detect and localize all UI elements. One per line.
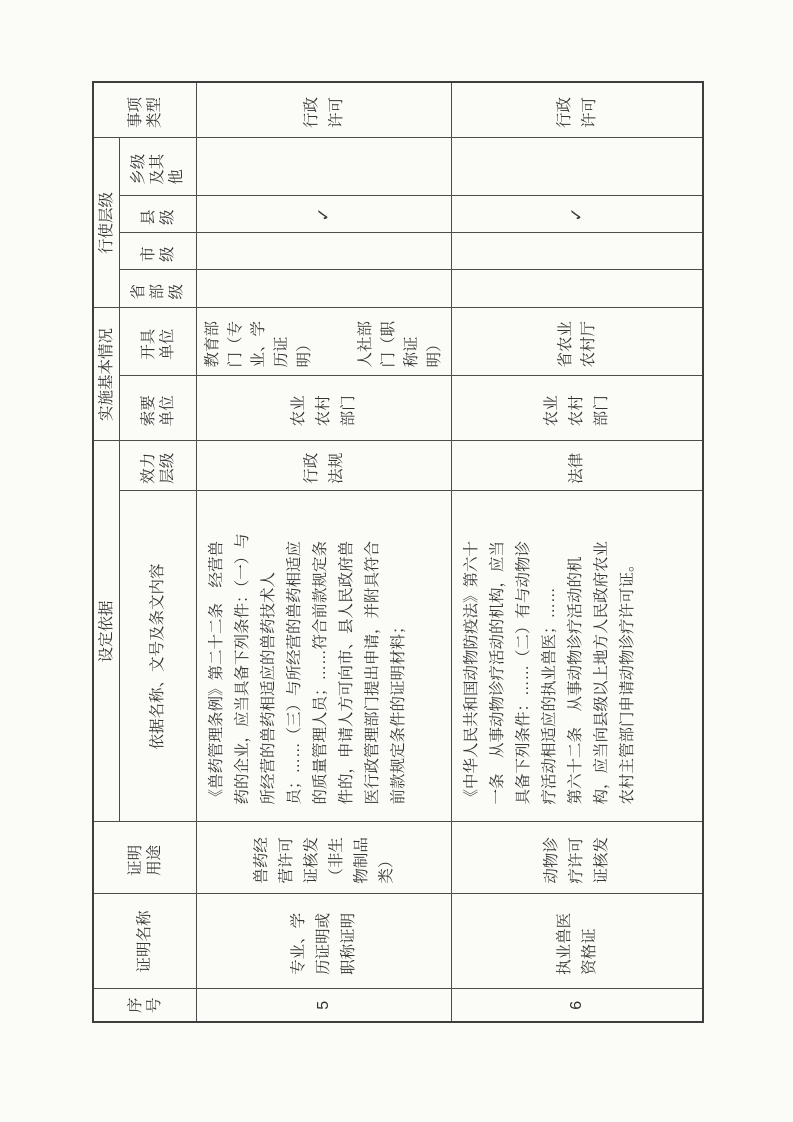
header-issuing-unit-label: 开具单位 [139, 328, 176, 360]
header-issuing-unit [119, 308, 196, 376]
header-level-county-label: 县级 [139, 209, 176, 225]
issuing-unit-entry: 人社部门（职称证明） [357, 321, 443, 368]
cert-purpose-cell [451, 822, 703, 894]
header-serial: 序号 [93, 989, 196, 1022]
table-row-5 [196, 82, 451, 1022]
header-legal-effect-level [119, 441, 196, 491]
issuing-unit-cell [451, 308, 703, 376]
city-level-cell [451, 233, 703, 270]
table-row-6 [451, 82, 703, 1022]
header-basis-group: 设定依据 [93, 441, 119, 822]
header-level-township [119, 138, 196, 196]
county-level-check-cell: ✓ [451, 196, 703, 233]
header-cert-purpose [93, 822, 196, 894]
header-level-township-label: 乡级及其他 [130, 153, 185, 185]
cert-purpose-text: 兽药经营许可证核发（非生物制品类） [252, 837, 395, 884]
cert-name-cell [451, 894, 703, 989]
cert-name-cell [196, 894, 451, 989]
requesting-unit-text: 农业农村部门 [543, 395, 611, 427]
header-requesting-unit [119, 376, 196, 441]
header-legal-effect-level-label: 效力层级 [139, 452, 176, 484]
header-basis-content: 依据名称、文号及条文内容 [119, 491, 196, 822]
header-group-row [93, 82, 119, 1022]
item-type-cell [451, 82, 703, 138]
issuing-unit-cell [196, 308, 451, 376]
requesting-unit-cell [196, 376, 451, 441]
requesting-unit-cell [451, 376, 703, 441]
legal-effect-level-cell [451, 441, 703, 491]
item-type-text: 行政许可 [555, 97, 598, 129]
item-type-cell [196, 82, 451, 138]
header-level-city [119, 233, 196, 270]
header-requesting-unit-label: 索要单位 [139, 395, 176, 427]
township-level-cell [451, 138, 703, 196]
header-item-type-label: 事项类型 [126, 97, 163, 129]
cert-name-text: 专业、学历证明或职称证明 [290, 912, 357, 975]
serial-cell: 5 [196, 989, 451, 1022]
header-cert-purpose-label: 证明用途 [126, 844, 163, 876]
legal-effect-level-text: 法律 [568, 452, 586, 484]
county-level-check-cell: ✓ [196, 196, 451, 233]
issuing-unit-entry: 教育部门（专业、学历证明） [204, 321, 313, 368]
cert-purpose-text: 动物诊疗许可证核发 [543, 837, 611, 884]
rotated-scan-area [92, 83, 702, 1023]
certificate-items-table [92, 81, 704, 1023]
basis-paragraph: 《兽药管理条例》第二十二条 经营兽药的企业，应当具备下列条件：（一）与所经营的兽药相适应的兽药技术人员；……（三）与所经营的兽药相适应的质量管理人员；……符合前款规定条件的，申请人方可向市、县人民政府兽医行政管理部门提出申请，并附具符合前款规定条件的证明材料； [207, 533, 407, 805]
cert-name-text: 执业兽医资格证 [555, 912, 598, 975]
requesting-unit-text: 农业农村部门 [290, 395, 357, 427]
header-level-province-label: 省部级 [130, 283, 185, 300]
header-item-type [93, 82, 196, 138]
header-level-county [119, 196, 196, 233]
serial-cell: 6 [451, 989, 703, 1022]
basis-cell [451, 491, 703, 822]
province-level-cell [196, 270, 451, 308]
basis-cell [196, 491, 451, 822]
header-cert-name: 证明名称 [93, 894, 196, 989]
legal-effect-level-cell [196, 441, 451, 491]
header-exercise-level-group: 行使层级 [93, 138, 119, 308]
basis-paragraph: 《中华人民共和国动物防疫法》第六十一条 从事动物诊疗活动的机构，应当具备下列条件：……（二）有与动物诊疗活动相适应的执业兽医；…… [462, 540, 558, 805]
issuing-unit-entry: 省农业农村厅 [556, 321, 597, 368]
header-level-province [119, 270, 196, 308]
legal-effect-level-text: 行政法规 [302, 452, 345, 484]
cert-purpose-cell [196, 822, 451, 894]
item-type-text: 行政许可 [302, 97, 345, 129]
province-level-cell [451, 270, 703, 308]
header-level-city-label: 市级 [139, 246, 176, 262]
basis-paragraph: 第六十二条 从事动物诊疗活动的机构，应当向县级以上地方人民政府农业农村主管部门申请动物诊疗许可证。 [566, 540, 636, 805]
township-level-cell [196, 138, 451, 196]
header-implementation-group: 实施基本情况 [93, 308, 119, 441]
city-level-cell [196, 233, 451, 270]
